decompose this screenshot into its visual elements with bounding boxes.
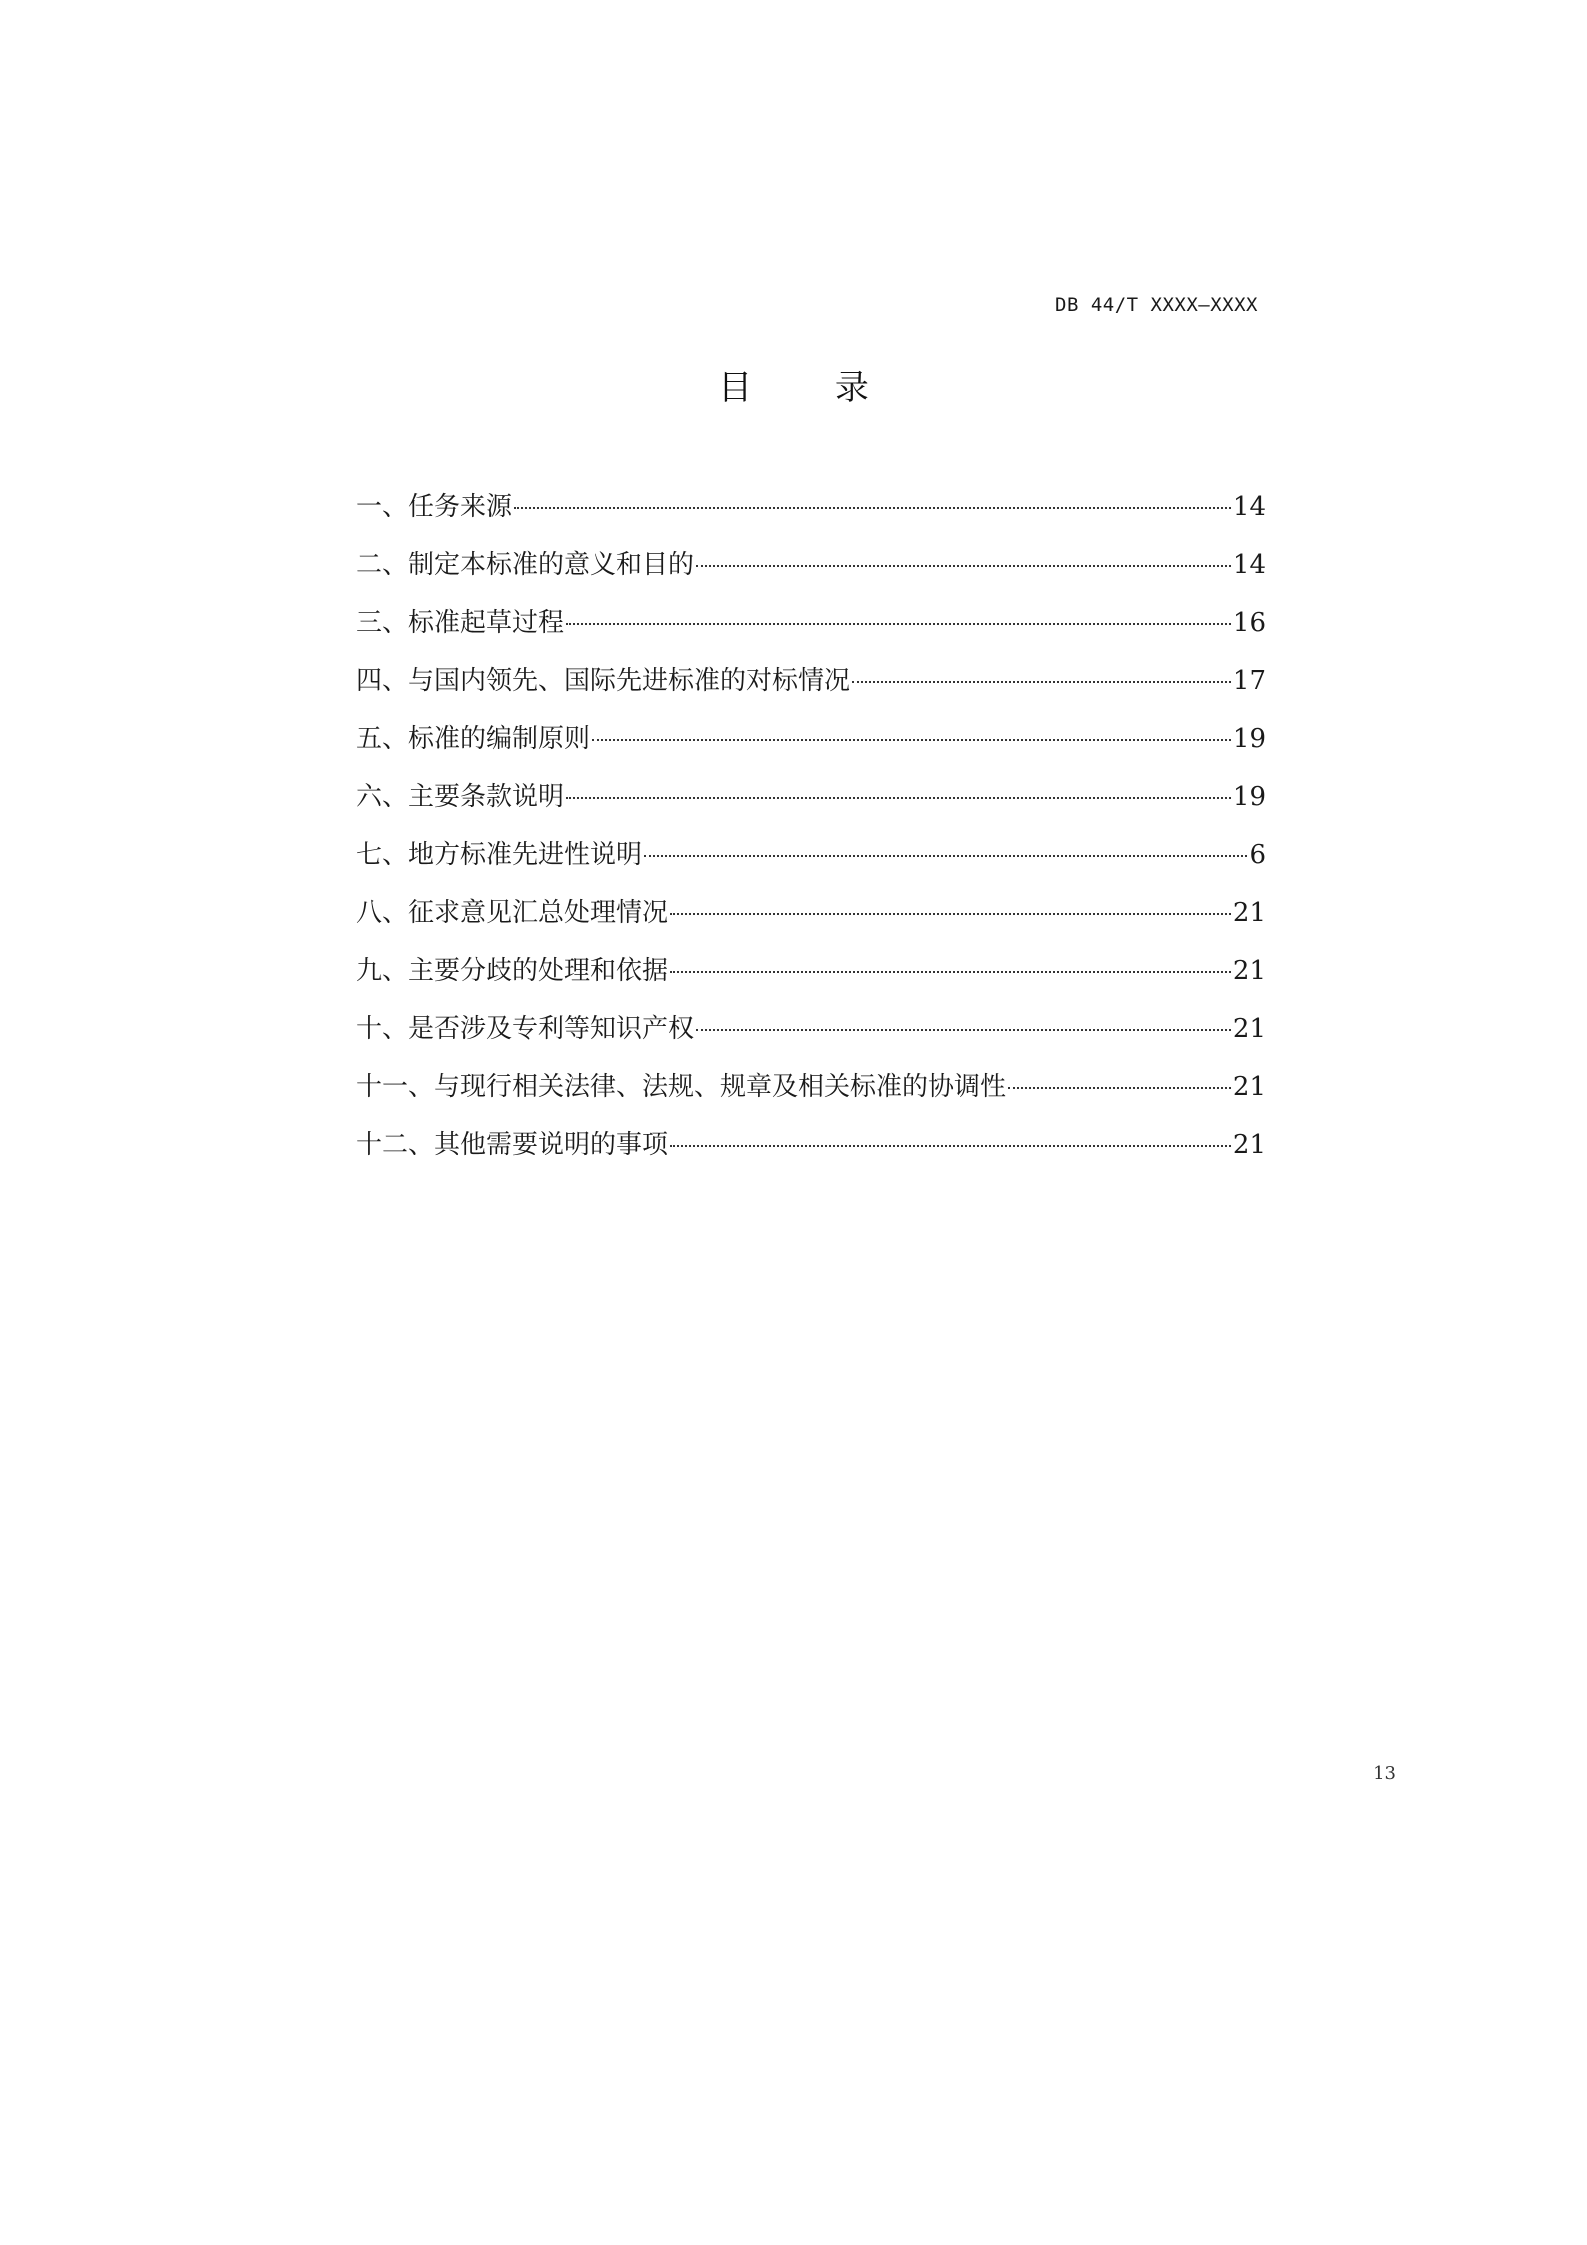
toc-dot-leader: [670, 1144, 1231, 1147]
toc-entry-page: 21: [1232, 1130, 1266, 1160]
toc-dot-leader: [644, 854, 1247, 857]
toc-entry-page: 14: [1232, 550, 1266, 580]
table-of-contents: [356, 478, 1266, 1174]
toc-entry-label: 二、制定本标准的意义和目的: [356, 550, 695, 580]
toc-entry-11[interactable]: [356, 1058, 1266, 1116]
toc-entry-page: 19: [1232, 782, 1266, 812]
toc-entry-3[interactable]: [356, 594, 1266, 652]
toc-dot-leader: [670, 970, 1231, 973]
toc-entry-label: 三、标准起草过程: [356, 608, 565, 638]
toc-entry-label: 八、征求意见汇总处理情况: [356, 898, 669, 928]
toc-entry-label: 五、标准的编制原则: [356, 724, 591, 754]
toc-entry-label: 一、任务来源: [356, 492, 513, 522]
toc-entry-label: 十二、其他需要说明的事项: [356, 1130, 669, 1160]
toc-dot-leader: [566, 622, 1231, 625]
toc-dot-leader: [696, 1028, 1231, 1031]
toc-entry-1[interactable]: [356, 478, 1266, 536]
toc-entry-label: 四、与国内领先、国际先进标准的对标情况: [356, 666, 851, 696]
toc-dot-leader: [566, 796, 1231, 799]
toc-entry-10[interactable]: [356, 1000, 1266, 1058]
toc-entry-12[interactable]: [356, 1116, 1266, 1174]
toc-dot-leader: [670, 912, 1231, 915]
toc-dot-leader: [592, 738, 1231, 741]
toc-entry-page: 21: [1232, 956, 1266, 986]
page-number: 13: [1373, 1763, 1396, 1784]
toc-entry-label: 七、地方标准先进性说明: [356, 840, 643, 870]
toc-dot-leader: [696, 564, 1231, 567]
toc-entry-page: 6: [1249, 840, 1266, 870]
toc-entry-label: 九、主要分歧的处理和依据: [356, 956, 669, 986]
toc-dot-leader: [852, 680, 1231, 683]
toc-entry-2[interactable]: [356, 536, 1266, 594]
toc-entry-4[interactable]: [356, 652, 1266, 710]
toc-entry-page: 21: [1232, 898, 1266, 928]
toc-dot-leader: [514, 506, 1231, 509]
standard-code: DB 44/T XXXX—XXXX: [1055, 294, 1258, 316]
toc-entry-label: 六、主要条款说明: [356, 782, 565, 812]
toc-entry-8[interactable]: [356, 884, 1266, 942]
toc-entry-page: 21: [1232, 1072, 1266, 1102]
toc-entry-page: 21: [1232, 1014, 1266, 1044]
toc-entry-label: 十一、与现行相关法律、法规、规章及相关标准的协调性: [356, 1072, 1007, 1102]
toc-entry-page: 16: [1232, 608, 1266, 638]
toc-entry-page: 14: [1232, 492, 1266, 522]
toc-entry-page: 19: [1232, 724, 1266, 754]
toc-entry-6[interactable]: [356, 768, 1266, 826]
toc-entry-9[interactable]: [356, 942, 1266, 1000]
toc-entry-7[interactable]: [356, 826, 1266, 884]
toc-entry-label: 十、是否涉及专利等知识产权: [356, 1014, 695, 1044]
toc-title: 目 录: [718, 368, 905, 408]
toc-entry-5[interactable]: [356, 710, 1266, 768]
toc-entry-page: 17: [1232, 666, 1266, 696]
toc-dot-leader: [1008, 1086, 1231, 1089]
